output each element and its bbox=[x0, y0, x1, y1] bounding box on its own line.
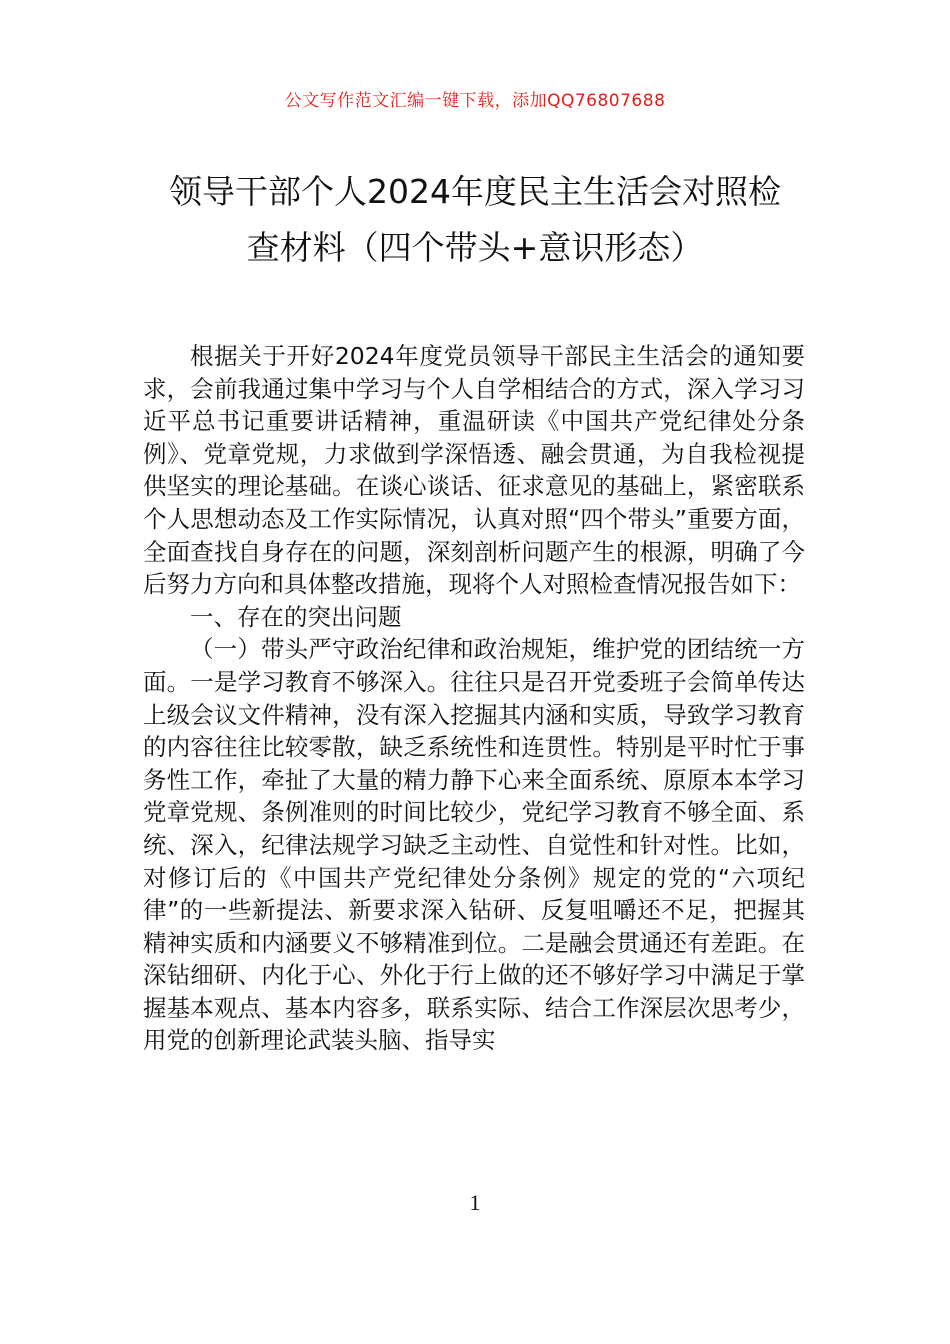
document-title bbox=[100, 164, 850, 276]
title-line-2: 查材料（四个带头+意识形态） bbox=[246, 228, 704, 267]
page-number: 1 bbox=[469, 1190, 481, 1215]
document-body bbox=[143, 340, 805, 1057]
intro-paragraph: 根据关于开好2024年度党员领导干部民主生活会的通知要求，会前我通过集中学习与个人自学相结合的方式，深入学习习近平总书记重要讲话精神，重温研读《中国共产党纪律处分条例》、党章党规，力求做到学深悟透、融会贯通，为自我检视提供坚实的理论基础。在谈心谈话、征求意见的基础上，紧密联系个人思想动态及工作实际情况，认真对照“四个带头”重要方面，全面查找自身存在的问题，深刻剖析问题产生的根源，明确了今后努力方向和具体整改措施，现将个人对照检查情况报告如下： bbox=[143, 342, 805, 599]
section-heading: 一、存在的突出问题 bbox=[190, 602, 402, 631]
title-line-1: 领导干部个人2024年度民主生活会对照检 bbox=[169, 172, 781, 211]
download-banner: 公文写作范文汇编一键下载，添加QQ76807688 bbox=[284, 91, 666, 111]
body-paragraph: （一）带头严守政治纪律和政治规矩，维护党的团结统一方面。一是学习教育不够深入。往往只是召开党委班子会简单传达上级会议文件精神，没有深入挖掘其内涵和实质，导致学习教育的内容往往比较零散，缺乏系统性和连贯性。特别是平时忙于事务性工作，牵扯了大量的精力静下心来全面系统、原原本本学习党章党规、条例准则的时间比较少，党纪学习教育不够全面、系统、深入，纪律法规学习缺乏主动性、自觉性和针对性。比如，对修订后的《中国共产党纪律处分条例》规定的党的“六项纪律”的一些新提法、新要求深入钻研、反复咀嚼还不足，把握其精神实质和内涵要义不够精准到位。二是融会贯通还有差距。在深钻细研、内化于心、外化于行上做的还不够好学习中满足于掌握基本观点、基本内容多，联系实际、结合工作深层次思考少，用党的创新理论武装头脑、指导实 bbox=[143, 635, 805, 1055]
